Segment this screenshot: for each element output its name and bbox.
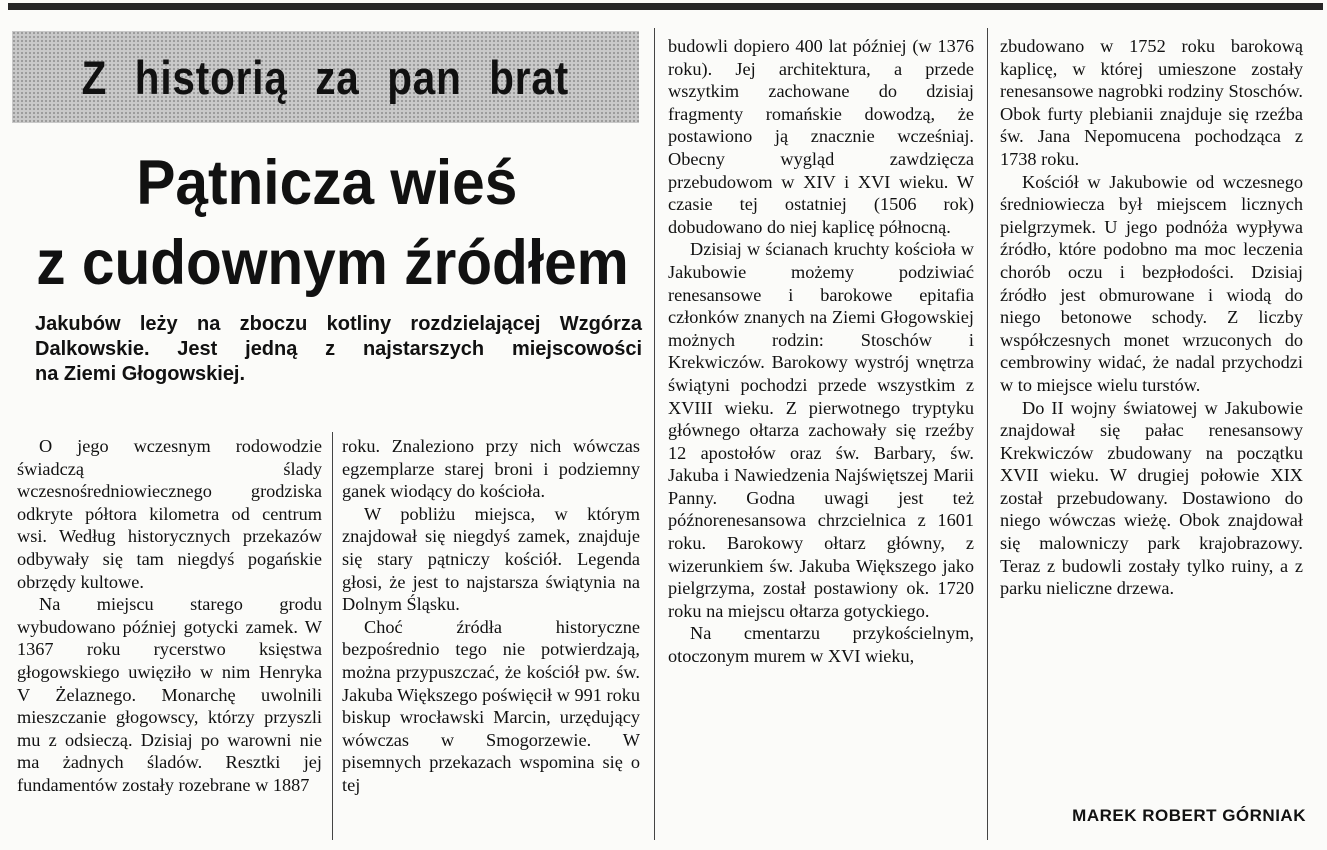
article-paragraph: Do II wojny światowej w Jakubowie znajdował się pałac renesansowy Krekwiczów zbudowany na początku XVII wieku. W drugiej połowie XIX został przebudowany. Dostawiono do niego wówczas wieżę. Obok znajdował się malowniczy park krajobrazowy. Teraz z budowli zostały tylko ruiny, a z parku nieliczne drzewa. — [1000, 397, 1303, 599]
article-paragraph: Kościół w Jakubowie od wczesnego średniowiecza był miejscem licznych pielgrzymek. U jego podnóża wypływa źródło, które podobno ma moc leczenia chorób oczu i bezpłodości. Dzisiaj źródło jest obmurowane i wiodą do niego betonowe schody. Z liczby współczesnych monet wrzuconych do cembrowiny widać, że nadal przychodzi w to miejsce wielu turstów. — [1000, 171, 1303, 395]
article-paragraph: Choć źródła historyczne bezpośrednio tego nie potwierdzają, można przypuszczać, że kościół pw. św. Jakuba Większego poświęcił w 991 roku biskup wrocławski Marcin, urzędujący wówczas w Smogorzewie. W pisemnych przekazach wspomina się o tej — [342, 616, 640, 795]
lead-line: Jakubów leży na zboczu kotliny rozdzielającej Wzgórza — [35, 313, 642, 335]
author-byline: MAREK ROBERT GÓRNIAK — [1072, 806, 1306, 825]
article-paragraph: zbudowano w 1752 roku barokową kaplicę, w której umieszone zostały renesansowe nagrobki rodziny Stoschów. Obok furty plebianii znajduje się rzeźba św. Jana Nepomucena pochodząca z 1738 roku. — [1000, 36, 1303, 169]
lead-line: Dalkowskie. Jest jedną z najstarszych miejscowości — [35, 338, 642, 360]
top-rule — [8, 3, 1323, 10]
column-divider — [654, 28, 655, 840]
article-paragraph: roku. Znaleziono przy nich wówczas egzemplarze starej broni i podziemny ganek wiodący do kościoła. — [342, 436, 640, 502]
rubric-title: Z historią za pan brat — [81, 50, 570, 104]
article-column-4 — [1000, 35, 1303, 600]
article-paragraph: Na cmentarzu przykościelnym, otoczonym murem w XVI wieku, — [668, 623, 974, 667]
headline-line-2: z cudownym źródłem — [36, 228, 629, 298]
article-paragraph: Na miejscu starego grodu wybudowano później gotycki zamek. W 1367 roku rycerstwo księstwa głogowskiego uwięziło w nim Henryka V Żelaznego. Monarchę uwolnili mieszczanie głogowscy, którzy przyszli mu z odsieczą. Dzisiaj po warowni nie ma żadnych śladów. Resztki jej fundamentów zostały rozebrane w 1887 — [17, 594, 322, 795]
lead-line: na Ziemi Głogowskiej. — [35, 363, 246, 385]
lead-paragraph — [35, 312, 642, 387]
article-paragraph: budowli dopiero 400 lat później (w 1376 roku). Jej architektura, a przede wszytkim zachowane do dzisiaj fragmenty romańskie dowodzą, że postawiono ją znacznie wcześniaj. Obecny wygląd zawdzięcza przebudowom w XIV i XVI wieku. W czasie tej ostatniej (1506 rok) dobudowano do niej kaplicę północną. — [668, 36, 974, 237]
rubric-banner — [12, 31, 639, 123]
article-column-3 — [668, 35, 974, 668]
column-divider — [332, 432, 333, 840]
article-paragraph: Dzisiaj w ścianach kruchty kościoła w Jakubowie możemy podziwiać renesansowe i barokowe epitafia członków znanych na Ziemi Głogowskiej możnych rodzin: Stoschów i Krekwiczów. Barokowy wystrój wnętrza świątyni pochodzi przede wszystkim z XVIII wieku. Z pierwotnego tryptyku głównego ołtarza zachowały się rzeźby 12 apostołów oraz św. Barbary, św. Jakuba i Nawiedzenia Najświętszej Marii Panny. Godna uwagi jest też późnorenesansowa chrzcielnica z 1601 roku. Barokowy ołtarz główny, z wizerunkiem św. Jakuba Większego jako pielgrzyma, został postawiony ok. 1720 roku na miejscu ołtarza gotyckiego. — [668, 239, 974, 621]
article-paragraph: O jego wczesnym rodowodzie świadczą ślady wczesnośredniowiecznego grodziska odkryte półtora kilometra od centrum wsi. Według historycznych przekazów odbywały się tam niegdyś pogańskie obrzędy kultowe. — [17, 436, 322, 592]
article-column-2 — [342, 435, 640, 797]
column-divider — [987, 28, 988, 840]
article-column-1 — [17, 435, 322, 797]
article-paragraph: W pobliżu miejsca, w którym znajdował się niegdyś zamek, znajduje się stary pątniczy kościół. Legenda głosi, że jest to najstarsza świątynia na Dolnym Śląsku. — [342, 503, 640, 615]
headline-line-1: Pątnicza wieś — [135, 148, 518, 218]
